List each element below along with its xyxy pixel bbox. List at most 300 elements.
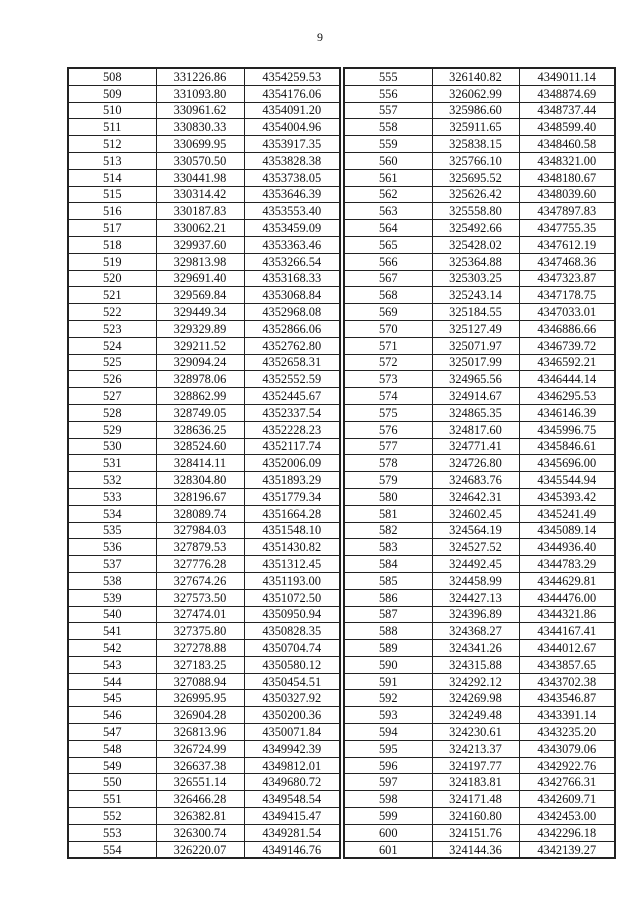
x-coordinate-cell: 328524.60 <box>156 438 244 455</box>
table-row <box>344 102 615 119</box>
point-number-cell: 565 <box>344 236 432 253</box>
table-row <box>68 572 340 589</box>
x-coordinate-cell: 326382.81 <box>156 808 244 825</box>
point-number-cell: 595 <box>344 740 432 757</box>
y-coordinate-cell: 4351072.50 <box>244 589 340 606</box>
y-coordinate-cell: 4343546.87 <box>519 690 615 707</box>
x-coordinate-cell: 330570.50 <box>156 152 244 169</box>
point-number-cell: 590 <box>344 656 432 673</box>
point-number-cell: 515 <box>68 186 156 203</box>
table-row <box>344 220 615 237</box>
point-number-cell: 511 <box>68 119 156 136</box>
x-coordinate-cell: 328414.11 <box>156 455 244 472</box>
point-number-cell: 528 <box>68 404 156 421</box>
x-coordinate-cell: 326062.99 <box>432 85 519 102</box>
y-coordinate-cell: 4348039.60 <box>519 186 615 203</box>
point-number-cell: 512 <box>68 136 156 153</box>
point-number-cell: 516 <box>68 203 156 220</box>
x-coordinate-cell: 326995.95 <box>156 690 244 707</box>
y-coordinate-cell: 4350200.36 <box>244 707 340 724</box>
y-coordinate-cell: 4347755.35 <box>519 220 615 237</box>
x-coordinate-cell: 325428.02 <box>432 236 519 253</box>
point-number-cell: 542 <box>68 640 156 657</box>
x-coordinate-cell: 330062.21 <box>156 220 244 237</box>
x-coordinate-cell: 324726.80 <box>432 455 519 472</box>
x-coordinate-cell: 325364.88 <box>432 253 519 270</box>
table-row <box>68 320 340 337</box>
table-row <box>68 287 340 304</box>
x-coordinate-cell: 326551.14 <box>156 774 244 791</box>
y-coordinate-cell: 4345089.14 <box>519 522 615 539</box>
table-row <box>68 354 340 371</box>
y-coordinate-cell: 4343079.06 <box>519 740 615 757</box>
point-number-cell: 596 <box>344 757 432 774</box>
y-coordinate-cell: 4349281.54 <box>244 824 340 841</box>
y-coordinate-cell: 4342139.27 <box>519 841 615 858</box>
table-row <box>68 236 340 253</box>
table-row <box>344 152 615 169</box>
x-coordinate-cell: 327278.88 <box>156 640 244 657</box>
point-number-cell: 599 <box>344 808 432 825</box>
y-coordinate-cell: 4350327.92 <box>244 690 340 707</box>
y-coordinate-cell: 4350950.94 <box>244 606 340 623</box>
y-coordinate-cell: 4353266.54 <box>244 253 340 270</box>
point-number-cell: 508 <box>68 68 156 85</box>
table-row <box>68 253 340 270</box>
x-coordinate-cell: 325766.10 <box>432 152 519 169</box>
table-row <box>344 253 615 270</box>
y-coordinate-cell: 4353553.40 <box>244 203 340 220</box>
point-number-cell: 541 <box>68 623 156 640</box>
y-coordinate-cell: 4354004.96 <box>244 119 340 136</box>
x-coordinate-cell: 324151.76 <box>432 824 519 841</box>
table-row <box>68 522 340 539</box>
table-row <box>344 841 615 858</box>
point-number-cell: 525 <box>68 354 156 371</box>
x-coordinate-cell: 324249.48 <box>432 707 519 724</box>
y-coordinate-cell: 4344012.67 <box>519 640 615 657</box>
y-coordinate-cell: 4349942.39 <box>244 740 340 757</box>
point-number-cell: 569 <box>344 304 432 321</box>
y-coordinate-cell: 4349146.76 <box>244 841 340 858</box>
x-coordinate-cell: 324292.12 <box>432 673 519 690</box>
point-number-cell: 536 <box>68 539 156 556</box>
y-coordinate-cell: 4349812.01 <box>244 757 340 774</box>
table-row <box>68 337 340 354</box>
y-coordinate-cell: 4349415.47 <box>244 808 340 825</box>
table-row <box>68 589 340 606</box>
x-coordinate-cell: 326300.74 <box>156 824 244 841</box>
table-row <box>68 505 340 522</box>
table-row <box>344 673 615 690</box>
table-row <box>68 169 340 186</box>
y-coordinate-cell: 4343391.14 <box>519 707 615 724</box>
y-coordinate-cell: 4351779.34 <box>244 488 340 505</box>
x-coordinate-cell: 326637.38 <box>156 757 244 774</box>
table-row <box>68 186 340 203</box>
table-row <box>344 774 615 791</box>
y-coordinate-cell: 4344629.81 <box>519 572 615 589</box>
x-coordinate-cell: 328749.05 <box>156 404 244 421</box>
point-number-cell: 601 <box>344 841 432 858</box>
table-row <box>344 539 615 556</box>
point-number-cell: 510 <box>68 102 156 119</box>
y-coordinate-cell: 4349680.72 <box>244 774 340 791</box>
y-coordinate-cell: 4353917.35 <box>244 136 340 153</box>
y-coordinate-cell: 4348874.69 <box>519 85 615 102</box>
table-row <box>344 371 615 388</box>
x-coordinate-cell: 325127.49 <box>432 320 519 337</box>
y-coordinate-cell: 4350071.84 <box>244 724 340 741</box>
x-coordinate-cell: 329449.34 <box>156 304 244 321</box>
table-row <box>68 472 340 489</box>
y-coordinate-cell: 4344167.41 <box>519 623 615 640</box>
x-coordinate-cell: 327183.25 <box>156 656 244 673</box>
y-coordinate-cell: 4348460.58 <box>519 136 615 153</box>
table-row <box>68 740 340 757</box>
point-number-cell: 529 <box>68 421 156 438</box>
point-number-cell: 546 <box>68 707 156 724</box>
y-coordinate-cell: 4346295.53 <box>519 388 615 405</box>
point-number-cell: 568 <box>344 287 432 304</box>
y-coordinate-cell: 4353168.33 <box>244 270 340 287</box>
table-row <box>68 707 340 724</box>
x-coordinate-cell: 330961.62 <box>156 102 244 119</box>
y-coordinate-cell: 4350580.12 <box>244 656 340 673</box>
y-coordinate-cell: 4346444.14 <box>519 371 615 388</box>
point-number-cell: 575 <box>344 404 432 421</box>
point-number-cell: 526 <box>68 371 156 388</box>
x-coordinate-cell: 327474.01 <box>156 606 244 623</box>
table-row <box>68 371 340 388</box>
x-coordinate-cell: 324368.27 <box>432 623 519 640</box>
point-number-cell: 566 <box>344 253 432 270</box>
table-row <box>344 354 615 371</box>
table-row <box>344 808 615 825</box>
x-coordinate-cell: 324269.98 <box>432 690 519 707</box>
point-number-cell: 585 <box>344 572 432 589</box>
x-coordinate-cell: 325071.97 <box>432 337 519 354</box>
point-number-cell: 597 <box>344 774 432 791</box>
x-coordinate-cell: 328862.99 <box>156 388 244 405</box>
x-coordinate-cell: 325017.99 <box>432 354 519 371</box>
y-coordinate-cell: 4346146.39 <box>519 404 615 421</box>
y-coordinate-cell: 4345241.49 <box>519 505 615 522</box>
y-coordinate-cell: 4346592.21 <box>519 354 615 371</box>
x-coordinate-cell: 324527.52 <box>432 539 519 556</box>
x-coordinate-cell: 325986.60 <box>432 102 519 119</box>
point-number-cell: 582 <box>344 522 432 539</box>
point-number-cell: 552 <box>68 808 156 825</box>
x-coordinate-cell: 324183.81 <box>432 774 519 791</box>
y-coordinate-cell: 4349548.54 <box>244 791 340 808</box>
table-row <box>68 203 340 220</box>
table-row <box>344 270 615 287</box>
table-row <box>344 68 615 85</box>
coordinates-tables <box>67 67 614 857</box>
table-row <box>68 841 340 858</box>
point-number-cell: 555 <box>344 68 432 85</box>
x-coordinate-cell: 325303.25 <box>432 270 519 287</box>
y-coordinate-cell: 4343857.65 <box>519 656 615 673</box>
table-row <box>344 606 615 623</box>
point-number-cell: 537 <box>68 556 156 573</box>
table-row <box>344 404 615 421</box>
x-coordinate-cell: 324197.77 <box>432 757 519 774</box>
point-number-cell: 588 <box>344 623 432 640</box>
y-coordinate-cell: 4353459.09 <box>244 220 340 237</box>
y-coordinate-cell: 4346739.72 <box>519 337 615 354</box>
point-number-cell: 524 <box>68 337 156 354</box>
y-coordinate-cell: 4352337.54 <box>244 404 340 421</box>
y-coordinate-cell: 4354176.06 <box>244 85 340 102</box>
point-number-cell: 533 <box>68 488 156 505</box>
y-coordinate-cell: 4352866.06 <box>244 320 340 337</box>
x-coordinate-cell: 329691.40 <box>156 270 244 287</box>
y-coordinate-cell: 4345696.00 <box>519 455 615 472</box>
y-coordinate-cell: 4344783.29 <box>519 556 615 573</box>
x-coordinate-cell: 324817.60 <box>432 421 519 438</box>
point-number-cell: 570 <box>344 320 432 337</box>
x-coordinate-cell: 324965.56 <box>432 371 519 388</box>
y-coordinate-cell: 4353738.05 <box>244 169 340 186</box>
table-row <box>68 757 340 774</box>
y-coordinate-cell: 4351893.29 <box>244 472 340 489</box>
table-row <box>344 623 615 640</box>
table-row <box>68 220 340 237</box>
point-number-cell: 532 <box>68 472 156 489</box>
table-row <box>344 287 615 304</box>
y-coordinate-cell: 4345996.75 <box>519 421 615 438</box>
table-row <box>344 85 615 102</box>
x-coordinate-cell: 326904.28 <box>156 707 244 724</box>
table-row <box>344 488 615 505</box>
table-row <box>344 421 615 438</box>
point-number-cell: 564 <box>344 220 432 237</box>
table-row <box>344 304 615 321</box>
point-number-cell: 549 <box>68 757 156 774</box>
table-row <box>68 488 340 505</box>
point-number-cell: 517 <box>68 220 156 237</box>
table-row <box>344 656 615 673</box>
y-coordinate-cell: 4352968.08 <box>244 304 340 321</box>
y-coordinate-cell: 4351664.28 <box>244 505 340 522</box>
point-number-cell: 521 <box>68 287 156 304</box>
table-row <box>344 522 615 539</box>
table-row <box>68 421 340 438</box>
table-row <box>68 388 340 405</box>
point-number-cell: 559 <box>344 136 432 153</box>
point-number-cell: 539 <box>68 589 156 606</box>
table-row <box>344 169 615 186</box>
table-row <box>344 203 615 220</box>
y-coordinate-cell: 4348321.00 <box>519 152 615 169</box>
point-number-cell: 581 <box>344 505 432 522</box>
x-coordinate-cell: 330187.83 <box>156 203 244 220</box>
y-coordinate-cell: 4342609.71 <box>519 791 615 808</box>
x-coordinate-cell: 324492.45 <box>432 556 519 573</box>
coordinates-table-right-body <box>344 68 615 858</box>
x-coordinate-cell: 330699.95 <box>156 136 244 153</box>
coordinates-table-left-body <box>68 68 340 858</box>
x-coordinate-cell: 329813.98 <box>156 253 244 270</box>
x-coordinate-cell: 324865.35 <box>432 404 519 421</box>
point-number-cell: 563 <box>344 203 432 220</box>
x-coordinate-cell: 328304.80 <box>156 472 244 489</box>
coordinates-table-left <box>67 67 341 859</box>
point-number-cell: 579 <box>344 472 432 489</box>
x-coordinate-cell: 325184.55 <box>432 304 519 321</box>
table-row <box>68 556 340 573</box>
y-coordinate-cell: 4342453.00 <box>519 808 615 825</box>
y-coordinate-cell: 4354259.53 <box>244 68 340 85</box>
x-coordinate-cell: 324427.13 <box>432 589 519 606</box>
point-number-cell: 584 <box>344 556 432 573</box>
point-number-cell: 586 <box>344 589 432 606</box>
point-number-cell: 592 <box>344 690 432 707</box>
table-row <box>68 152 340 169</box>
x-coordinate-cell: 327776.28 <box>156 556 244 573</box>
x-coordinate-cell: 327375.80 <box>156 623 244 640</box>
point-number-cell: 560 <box>344 152 432 169</box>
y-coordinate-cell: 4348180.67 <box>519 169 615 186</box>
y-coordinate-cell: 4345846.61 <box>519 438 615 455</box>
point-number-cell: 547 <box>68 724 156 741</box>
point-number-cell: 543 <box>68 656 156 673</box>
table-row <box>344 438 615 455</box>
y-coordinate-cell: 4342766.31 <box>519 774 615 791</box>
point-number-cell: 557 <box>344 102 432 119</box>
x-coordinate-cell: 324564.19 <box>432 522 519 539</box>
point-number-cell: 571 <box>344 337 432 354</box>
table-row <box>344 724 615 741</box>
y-coordinate-cell: 4345544.94 <box>519 472 615 489</box>
x-coordinate-cell: 324683.76 <box>432 472 519 489</box>
table-row <box>68 438 340 455</box>
y-coordinate-cell: 4352552.59 <box>244 371 340 388</box>
table-row <box>68 673 340 690</box>
y-coordinate-cell: 4348599.40 <box>519 119 615 136</box>
point-number-cell: 589 <box>344 640 432 657</box>
x-coordinate-cell: 324230.61 <box>432 724 519 741</box>
table-row <box>68 404 340 421</box>
y-coordinate-cell: 4349011.14 <box>519 68 615 85</box>
y-coordinate-cell: 4348737.44 <box>519 102 615 119</box>
table-row <box>68 808 340 825</box>
y-coordinate-cell: 4350454.51 <box>244 673 340 690</box>
table-row <box>68 690 340 707</box>
x-coordinate-cell: 328089.74 <box>156 505 244 522</box>
y-coordinate-cell: 4347612.19 <box>519 236 615 253</box>
table-row <box>68 304 340 321</box>
table-row <box>68 824 340 841</box>
x-coordinate-cell: 325626.42 <box>432 186 519 203</box>
point-number-cell: 600 <box>344 824 432 841</box>
y-coordinate-cell: 4347468.36 <box>519 253 615 270</box>
point-number-cell: 535 <box>68 522 156 539</box>
table-row <box>344 119 615 136</box>
table-row <box>344 824 615 841</box>
point-number-cell: 548 <box>68 740 156 757</box>
point-number-cell: 527 <box>68 388 156 405</box>
point-number-cell: 518 <box>68 236 156 253</box>
x-coordinate-cell: 329094.24 <box>156 354 244 371</box>
x-coordinate-cell: 330441.98 <box>156 169 244 186</box>
table-row <box>68 640 340 657</box>
y-coordinate-cell: 4344936.40 <box>519 539 615 556</box>
table-row <box>68 724 340 741</box>
point-number-cell: 553 <box>68 824 156 841</box>
table-row <box>68 119 340 136</box>
table-row <box>344 505 615 522</box>
x-coordinate-cell: 327984.03 <box>156 522 244 539</box>
x-coordinate-cell: 329569.84 <box>156 287 244 304</box>
point-number-cell: 522 <box>68 304 156 321</box>
point-number-cell: 520 <box>68 270 156 287</box>
table-row <box>344 320 615 337</box>
table-row <box>344 472 615 489</box>
x-coordinate-cell: 327879.53 <box>156 539 244 556</box>
point-number-cell: 591 <box>344 673 432 690</box>
y-coordinate-cell: 4351312.45 <box>244 556 340 573</box>
table-row <box>344 556 615 573</box>
point-number-cell: 580 <box>344 488 432 505</box>
point-number-cell: 573 <box>344 371 432 388</box>
x-coordinate-cell: 324602.45 <box>432 505 519 522</box>
y-coordinate-cell: 4344476.00 <box>519 589 615 606</box>
table-row <box>68 102 340 119</box>
x-coordinate-cell: 329937.60 <box>156 236 244 253</box>
table-row <box>68 774 340 791</box>
x-coordinate-cell: 326140.82 <box>432 68 519 85</box>
x-coordinate-cell: 328196.67 <box>156 488 244 505</box>
point-number-cell: 576 <box>344 421 432 438</box>
y-coordinate-cell: 4347323.87 <box>519 270 615 287</box>
y-coordinate-cell: 4343235.20 <box>519 724 615 741</box>
table-row <box>68 606 340 623</box>
page-number: 9 <box>317 30 323 44</box>
point-number-cell: 574 <box>344 388 432 405</box>
point-number-cell: 551 <box>68 791 156 808</box>
coordinates-table-right <box>343 67 616 859</box>
point-number-cell: 538 <box>68 572 156 589</box>
y-coordinate-cell: 4353068.84 <box>244 287 340 304</box>
point-number-cell: 572 <box>344 354 432 371</box>
x-coordinate-cell: 327674.26 <box>156 572 244 589</box>
y-coordinate-cell: 4351548.10 <box>244 522 340 539</box>
y-coordinate-cell: 4352658.31 <box>244 354 340 371</box>
x-coordinate-cell: 331226.86 <box>156 68 244 85</box>
table-row <box>344 136 615 153</box>
point-number-cell: 530 <box>68 438 156 455</box>
point-number-cell: 598 <box>344 791 432 808</box>
x-coordinate-cell: 325243.14 <box>432 287 519 304</box>
x-coordinate-cell: 324771.41 <box>432 438 519 455</box>
x-coordinate-cell: 326813.96 <box>156 724 244 741</box>
table-row <box>344 757 615 774</box>
x-coordinate-cell: 327088.94 <box>156 673 244 690</box>
table-row <box>68 270 340 287</box>
table-row <box>344 640 615 657</box>
x-coordinate-cell: 324914.67 <box>432 388 519 405</box>
x-coordinate-cell: 324396.89 <box>432 606 519 623</box>
point-number-cell: 577 <box>344 438 432 455</box>
point-number-cell: 534 <box>68 505 156 522</box>
y-coordinate-cell: 4353828.38 <box>244 152 340 169</box>
x-coordinate-cell: 328636.25 <box>156 421 244 438</box>
table-row <box>344 690 615 707</box>
table-row <box>68 539 340 556</box>
